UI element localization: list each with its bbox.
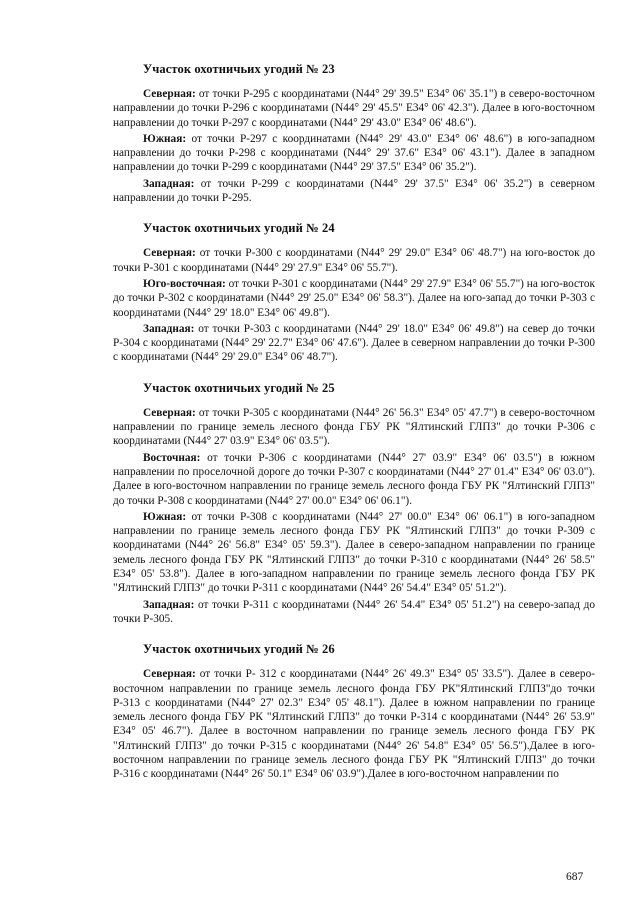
boundary-text: от точки Р-300 с координатами (N44° 29' 29.0" E34° 06' 48.7") на юго-восток до точки Р-301 с координатами (N44° 29' 27.9" E34° 06' 55.7").: [113, 247, 595, 274]
boundary-text: от точки Р-301 с координатами (N44° 29' 27.9" E34° 06' 55.7") на юго-восток до точки Р-302 с координатами (N44° 29' 25.0" E34° 06' 58.3"). Далее на юго-запад до точки Р-303 с координатами (N44° 29' 18.0" E34° 06' 49.8").: [113, 277, 595, 319]
hunting-area-section-25: [113, 381, 595, 626]
boundary-text: от точки Р-295 с координатами (N44° 29' 39.5" E34° 06' 35.1") в северо-восточном направлении до точки Р-296 с координатами (N44° 29' 45.5" E34° 06' 42.3"). Далее в юго-восточном направлении до точки Р-297 с координатами (N44° 29' 43.0" E34° 06' 48.6").: [113, 88, 595, 129]
boundary-label: Северная:: [143, 247, 196, 260]
boundary-paragraph: [113, 510, 595, 596]
hunting-area-section-26: [113, 642, 595, 781]
section-heading: Участок охотничьих угодий № 24: [143, 221, 335, 236]
hunting-area-section-23: [113, 62, 595, 205]
boundary-label: Западная:: [143, 322, 195, 335]
section-heading: Участок охотничьих угодий № 26: [143, 642, 335, 657]
boundary-paragraph: [113, 667, 595, 781]
section-heading: Участок охотничьих угодий № 23: [143, 62, 335, 76]
boundary-label: Северная:: [143, 668, 196, 681]
hunting-area-section-24: [113, 221, 595, 364]
boundary-label: Западная:: [143, 177, 195, 190]
boundary-text: от точки Р- 312 с координатами (N44° 26' 49.3" E34° 05' 33.5"). Далее в северо-восточном направлении по границе земель лесного фонда ГБУ РК"Ялтинский ГЛПЗ"до точки Р-313 с координатами (N44° 27' 02.3" E34° 05' 48.1"). Далее в южном направлении по границе земель лесного фонда ГБУ РК "Ялтинский ГЛПЗ" до точки Р-314 с координатами (N44° 26' 53.9" E34° 05' 46.7"). Далее в восточном направлении по границе земель лесного фонда ГБУ РК "Ялтинский ГЛПЗ" до точки Р-315 с координатами (N44° 26' 54.8" E34° 05' 56.5").Далее в юго-восточном направлении по границе земель лесного фонда ГБУ РК "Ялтинский ГЛПЗ" до точки Р-316 с координатами (N44° 26' 50.1" E34° 06' 03.9").Далее в юго-восточном направлении по: [113, 668, 595, 781]
boundary-text: от точки Р-299 с координатами (N44° 29' 37.5" E34° 06' 35.2") в северном направлении до точки Р-295.: [113, 177, 595, 205]
page-number: 687: [566, 871, 584, 883]
boundary-paragraph: [113, 322, 595, 365]
boundary-text: от точки Р-305 с координатами (N44° 26' 56.3" E34° 05' 47.7") в северо-восточном направлении по границе земель лесного фонда ГБУ РК "Ялтинский ГЛПЗ" до точки Р-306 с координатами (N44° 27' 03.9" E34° 06' 03.5").: [113, 406, 595, 448]
boundary-paragraph: [113, 451, 595, 508]
boundary-text: от точки Р-308 с координатами (N44° 27' 00.0" E34° 06' 06.1") в юго-западном направлении по границе земель лесного фонда ГБУ РК "Ялтинский ГЛПЗ" до точки Р-309 с координатами (N44° 26' 56.8" E34° 05' 59.3"). Далее в северо-западном направлении по границе земель лесного фонда ГБУ РК "Ялтинский ГЛПЗ" до точки Р-310 с координатами (N44° 26' 58.5" E34° 05' 53.8"). Далее в юго-западном направлении по границе земель лесного фонда ГБУ РК "Ялтинский ГЛПЗ" до точки Р-311 с координатами (N44° 26' 54.4" E34° 05' 51.2").: [113, 510, 595, 595]
boundary-text: от точки Р-303 с координатами (N44° 29' 18.0" E34° 06' 49.8") на север до точки Р-304 с координатами (N44° 29' 22.7" E34° 06' 47.6"). Далее в северном направлении до точки Р-300 с координатами (N44° 29' 29.0" E34° 06' 48.7").: [113, 322, 595, 364]
boundary-paragraph: [113, 87, 595, 130]
boundary-label: Восточная:: [143, 451, 201, 464]
boundary-paragraph: [113, 132, 595, 175]
boundary-label: Северная:: [143, 88, 196, 100]
boundary-paragraph: [113, 246, 595, 275]
boundary-paragraph: [113, 277, 595, 320]
document-body: [113, 62, 595, 798]
boundary-label: Южная:: [143, 132, 187, 145]
boundary-text: от точки Р-297 с координатами (N44° 29' 43.0" E34° 06' 48.6") в юго-западном направлении до точки Р-298 с координатами (N44° 29' 37.6" E34° 06' 43.1"). Далее в западном направлении до точки Р-299 с координатами (N44° 29' 37.5" E34° 06' 35.2").: [113, 132, 595, 174]
boundary-paragraph: [113, 598, 595, 627]
boundary-paragraph: [113, 406, 595, 449]
boundary-text: от точки Р-311 с координатами (N44° 26' 54.4" E34° 05' 51.2") на северо-запад до точки Р-305.: [113, 598, 595, 625]
boundary-label: Северная:: [143, 406, 196, 419]
section-heading: Участок охотничьих угодий № 25: [143, 380, 335, 395]
boundary-label: Юго-восточная:: [143, 277, 226, 290]
boundary-label: Южная:: [143, 510, 187, 523]
boundary-paragraph: [113, 177, 595, 206]
boundary-text: от точки Р-306 с координатами (N44° 27' 03.9" E34° 06' 03.5") в южном направлении по проселочной дороге до точки Р-307 с координатами (N44° 27' 01.4" E34° 06' 03.0"). Далее в юго-восточном направлении по границе земель лесного фонда ГБУ РК "Ялтинский ГЛПЗ" до точки Р-308 с координатами (N44° 27' 00.0" E34° 06' 06.1").: [113, 451, 595, 507]
boundary-label: Западная:: [143, 598, 195, 611]
